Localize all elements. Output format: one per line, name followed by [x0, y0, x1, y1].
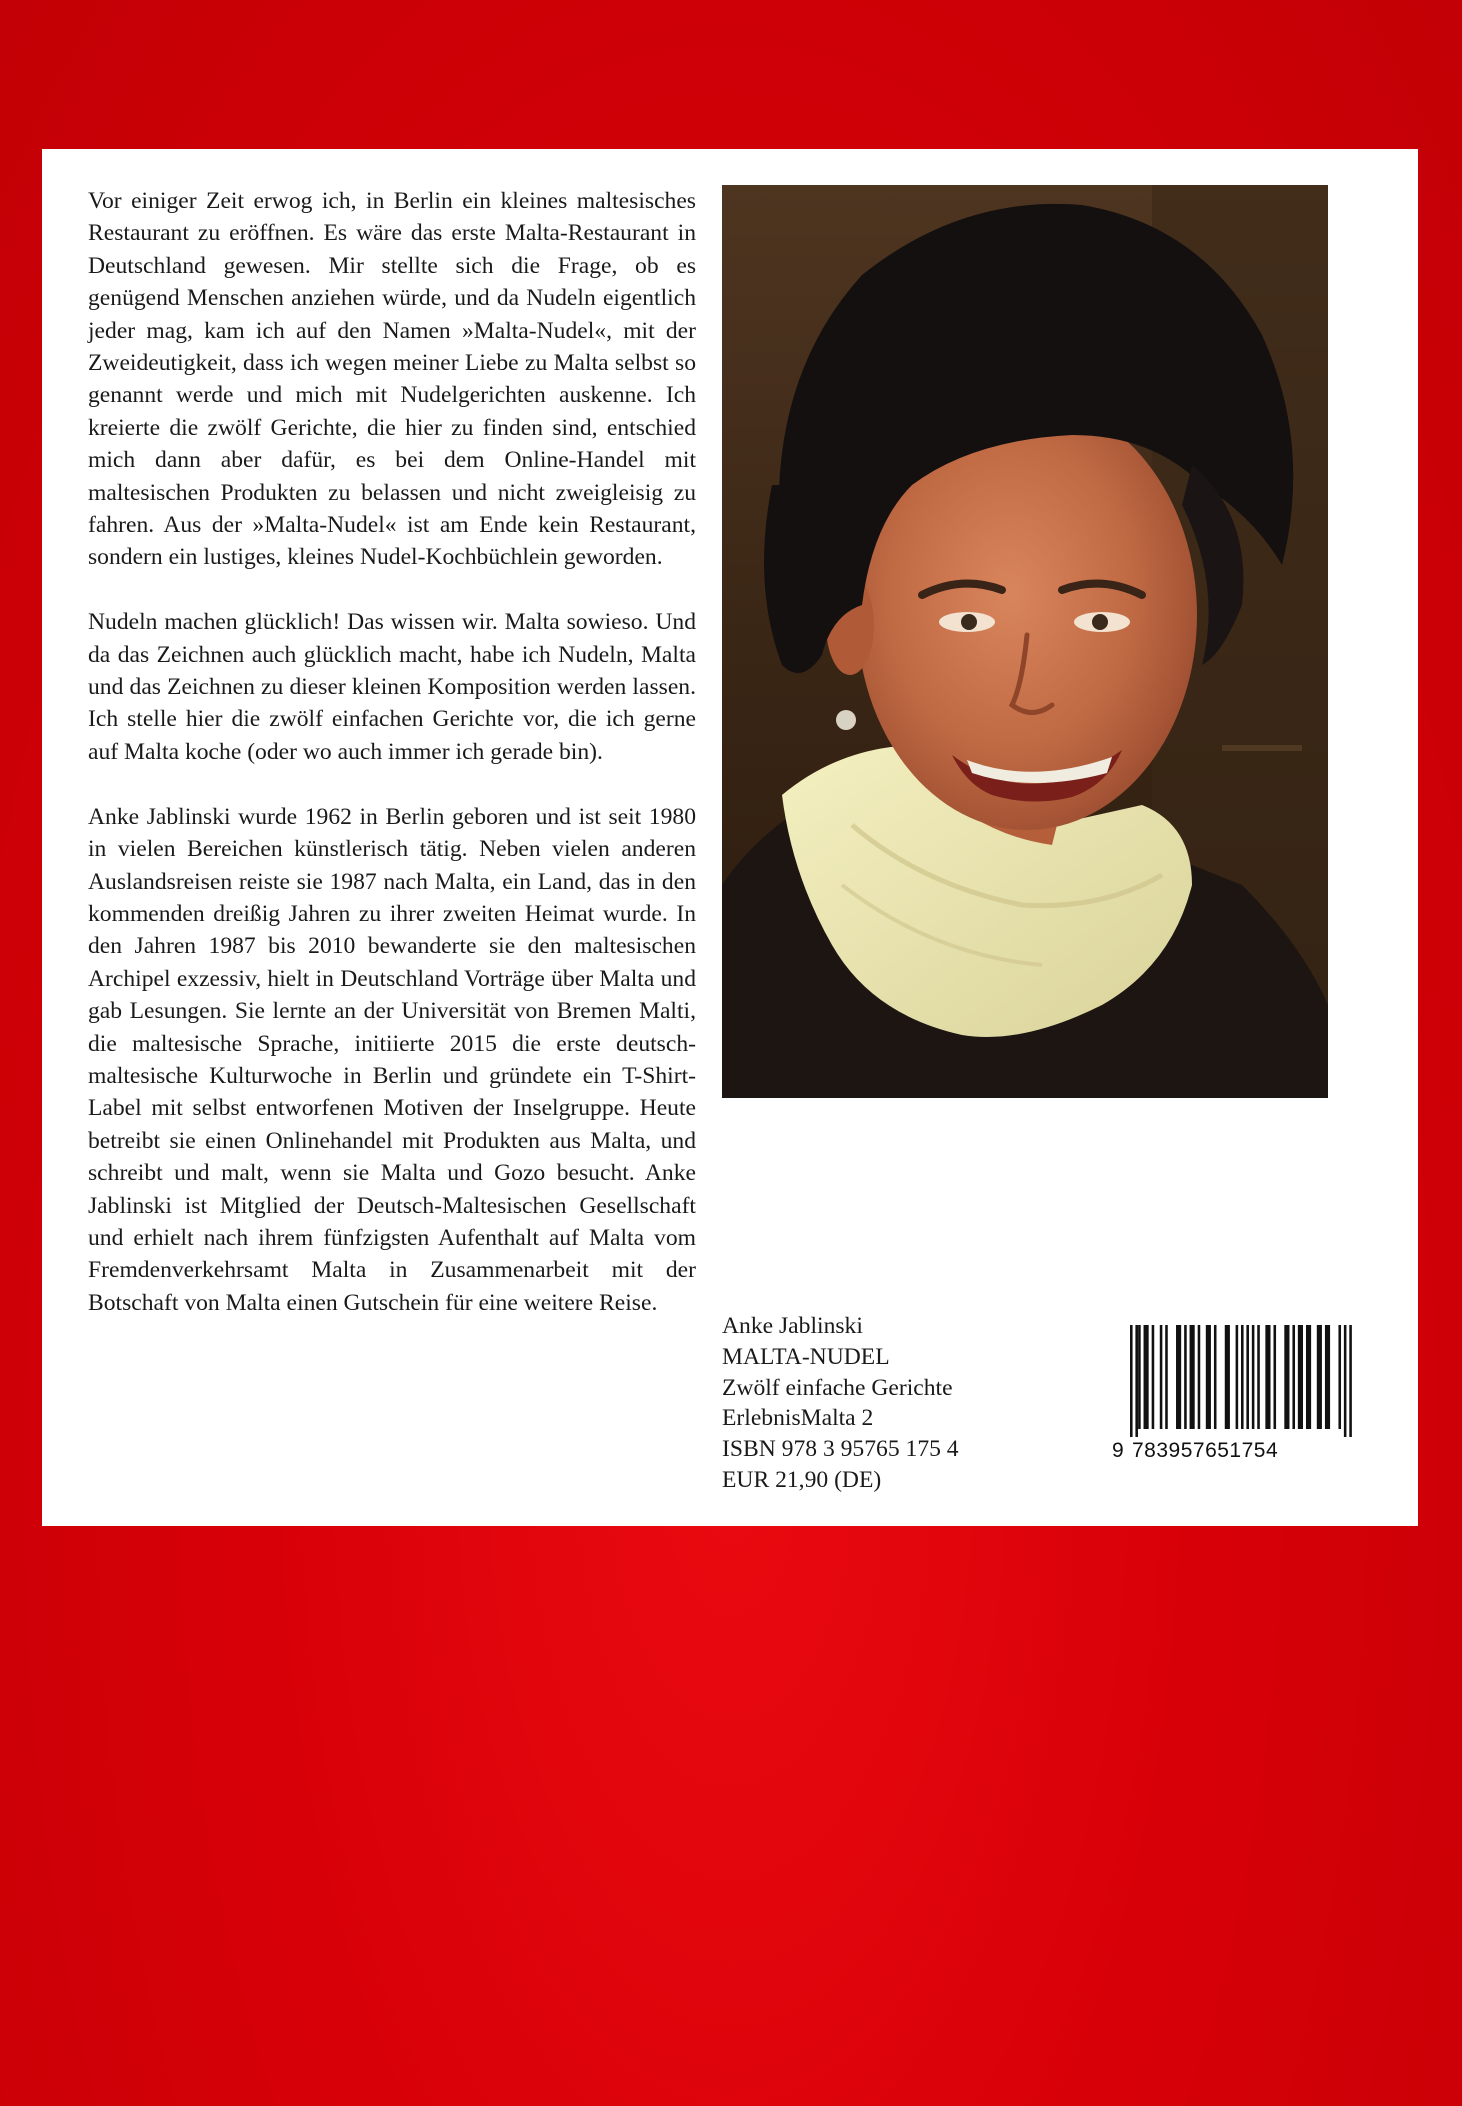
imprint-price: EUR 21,90 (DE) [722, 1466, 882, 1493]
barcode-bar [1349, 1325, 1352, 1437]
author-photo [722, 185, 1328, 1098]
barcode-bar [1257, 1325, 1260, 1429]
barcode-bar [1184, 1325, 1187, 1429]
barcode-bar [1152, 1325, 1155, 1429]
author-bio-paragraph: Anke Jablinski wurde 1962 in Berlin geboren und ist seit 1980 in vielen Bereichen künstlerisch tätig. Neben vielen anderen Auslandsreisen reiste sie 1987 nach Malta, ein Land, das in den kommenden dreißig Jahren zu ihrer zweiten Heimat wurde. In den Jahren 1987 bis 2010 bewanderte sie den maltesischen Archipel exzessiv, hielt in Deutschland Vorträge über Malta und gab Lesungen. Sie lernte an der Universität von Bremen Malti, die maltesische Sprache, initiierte 2015 die erste deutsch-maltesische Kulturwoche in Berlin und gründete ein T-Shirt-Label mit selbst entworfenen Motiven der Inselgruppe. Heute betreibt sie einen Onlinehandel mit Produkten aus Malta, und schreibt und malt, wenn sie Malta und Gozo besucht. Anke Jablinski ist Mitglied der Deutsch-Maltesischen Gesellschaft und erhielt nach ihrem fünfzigsten Aufenthalt auf Malta vom Fremdenverkehrsamt Malta in Zusammenarbeit mit der Botschaft von Malta einen Gutschein für eine weitere Reise. [88, 803, 696, 1316]
barcode-bar [1246, 1325, 1249, 1429]
barcode-bar [1206, 1325, 1211, 1429]
barcode-bar [1176, 1325, 1181, 1429]
barcode-bar [1284, 1325, 1289, 1429]
barcode-bar [1165, 1325, 1168, 1429]
barcode-bar [1252, 1325, 1255, 1429]
barcode-bar [1273, 1325, 1276, 1429]
barcode-bar [1144, 1325, 1149, 1429]
barcode-bar [1325, 1325, 1330, 1429]
barcode-bar [1214, 1325, 1217, 1429]
barcode-bar [1160, 1325, 1163, 1429]
barcode-bar [1241, 1325, 1244, 1429]
blurb-paragraph-2: Nudeln machen glücklich! Das wissen wir. Malta sowieso. Und da das Zeichnen auch glücklich macht, habe ich Nudeln, Malta und das Zeichnen zu dieser kleinen Komposition werden lassen. Ich stelle hier die zwölf einfachen Gerichte vor, die ich gerne auf Malta koche (oder wo auch immer ich gerade bin). [88, 609, 696, 765]
barcode-number: 783957651754 [1132, 1439, 1279, 1462]
barcode-bar [1225, 1325, 1230, 1429]
barcode-bar [1344, 1325, 1347, 1437]
barcode-bar [1190, 1325, 1195, 1429]
barcode-bar [1338, 1325, 1341, 1429]
blurb-text [88, 185, 696, 1319]
imprint-author: Anke Jablinski [722, 1313, 863, 1339]
isbn-barcode [1112, 1325, 1352, 1465]
barcode-bar [1236, 1325, 1239, 1429]
barcode-bar [1130, 1325, 1133, 1437]
barcode-bar [1292, 1325, 1295, 1429]
back-cover-panel [42, 149, 1418, 1526]
barcode-first-digit: 9 [1112, 1439, 1125, 1462]
barcode-bar [1135, 1325, 1138, 1437]
imprint-isbn: ISBN 978 3 95765 175 4 [722, 1436, 959, 1463]
imprint-subtitle: Zwölf einfache Gerichte [722, 1374, 953, 1401]
barcode-bar [1298, 1325, 1303, 1429]
barcode-bar [1317, 1325, 1322, 1429]
barcode-bars [1112, 1325, 1352, 1437]
barcode-bar [1306, 1325, 1311, 1429]
barcode-bar [1265, 1325, 1270, 1429]
blurb-paragraph-1: Vor einiger Zeit erwog ich, in Berlin ein kleines maltesisches Restaurant zu eröffnen. Es wäre das erste Malta-Restaurant in Deutschland gewesen. Mir stellte sich die Frage, ob es genügend Menschen anziehen würde, und da Nudeln eigentlich jeder mag, kam ich auf den Namen »Malta-Nudel«, mit der Zweideutigkeit, dass ich wegen meiner Liebe zu Malta selbst so genannt werde und mich mit Nudelgerichten auskenne. Ich kreierte die zwölf Gerichte, die hier zu finden sind, entschied mich dann aber dafür, es bei dem Online-Handel mit maltesischen Produkten zu belassen und nicht zweigleisig zu fahren. Aus der »Malta-Nudel« ist am Ende kein Restaurant, sondern ein lustiges, kleines Nudel-Kochbüchlein geworden. [88, 188, 696, 571]
imprint-title: MALTA-NUDEL [722, 1343, 890, 1370]
imprint-series: ErlebnisMalta 2 [722, 1405, 874, 1432]
barcode-bar [1138, 1325, 1141, 1429]
barcode-bar [1198, 1325, 1201, 1429]
imprint-block [722, 1311, 959, 1496]
